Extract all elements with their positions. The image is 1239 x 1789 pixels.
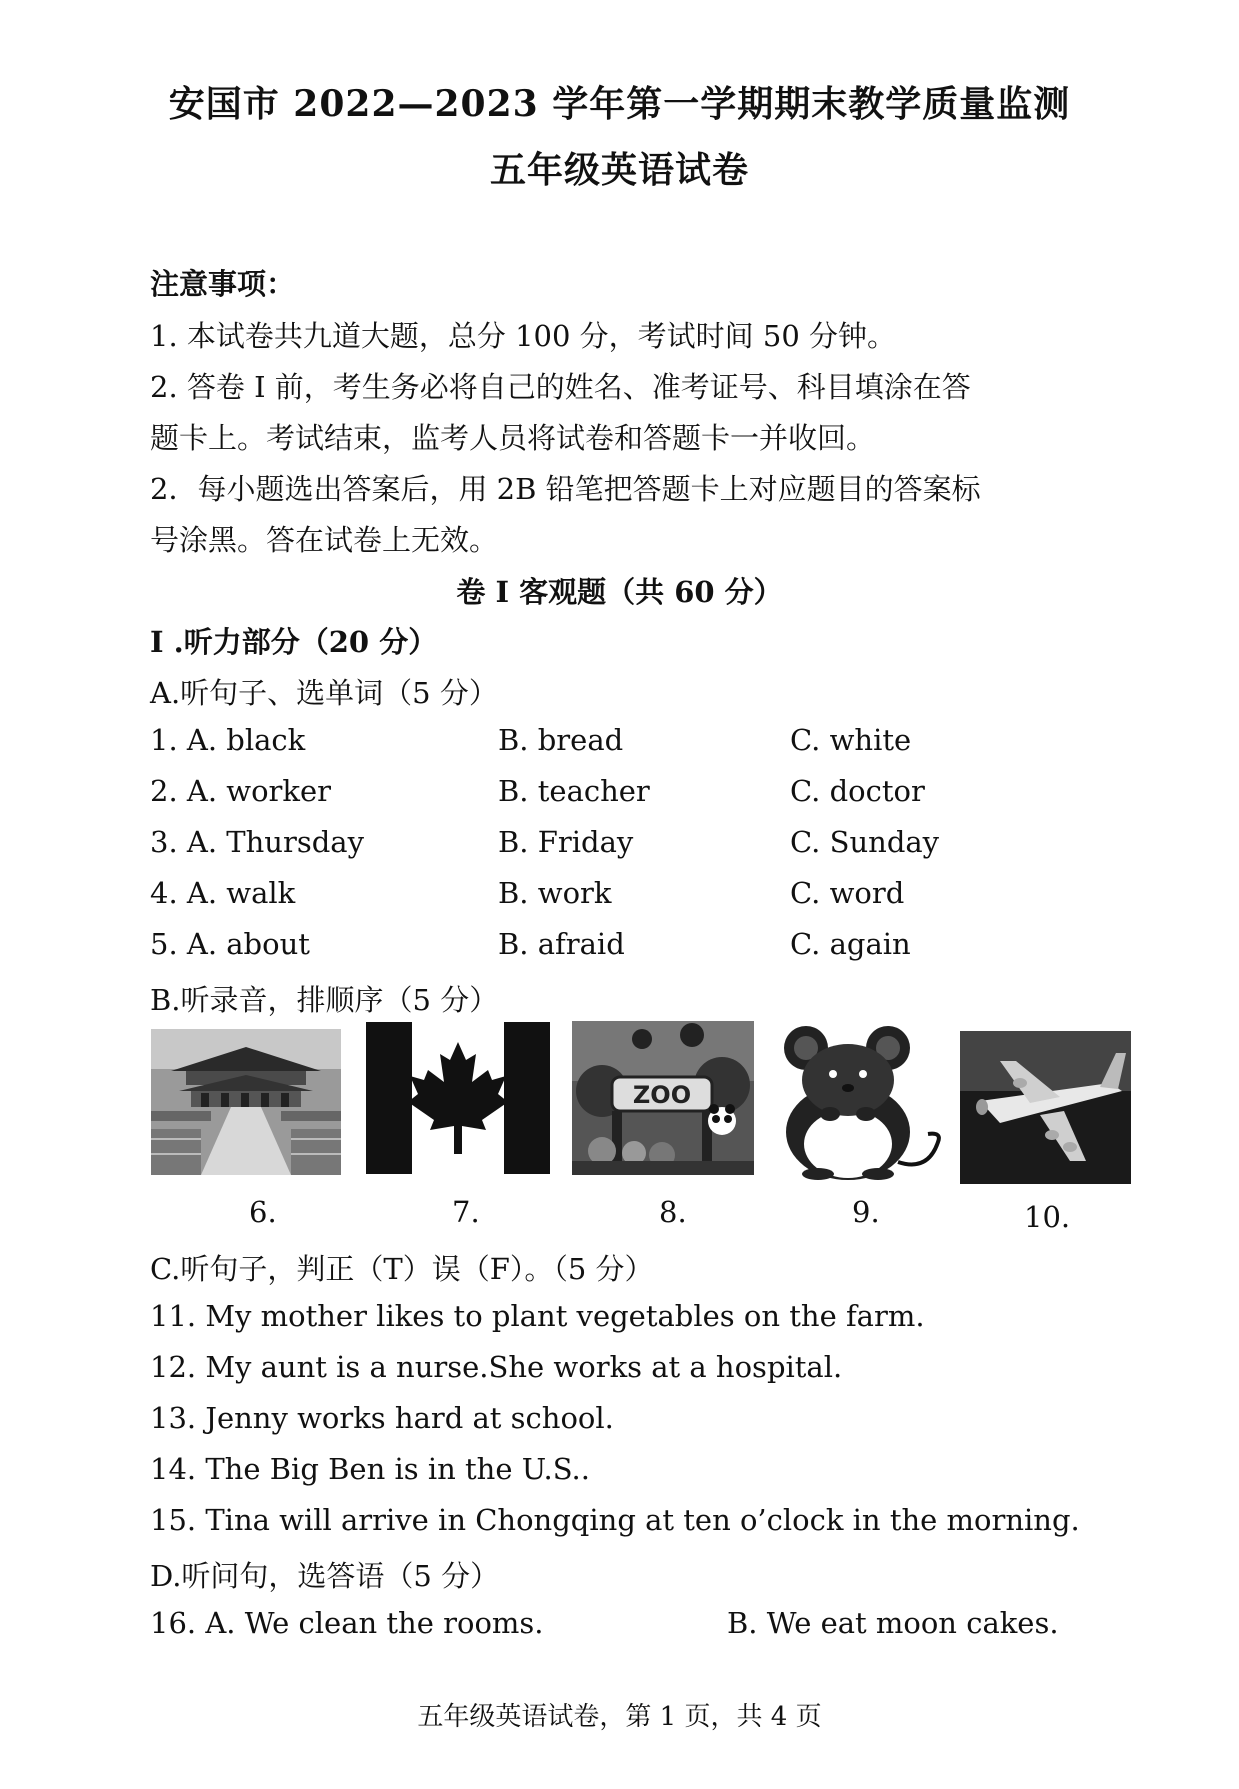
option-b: B. Friday <box>498 825 634 859</box>
palace-icon <box>151 1029 341 1175</box>
zoo-icon <box>572 1021 754 1175</box>
section-title: 卷 I 客观题（共 60 分） <box>456 575 783 609</box>
option-a: 1. A. black <box>150 723 306 757</box>
part-listening-title: I .听力部分（20 分） <box>150 625 438 659</box>
option-a: 3. A. Thursday <box>150 825 364 859</box>
option-b: B. work <box>498 876 612 910</box>
statement-item: 15. Tina will arrive in Chongqing at ten o’clock in the morning. <box>150 1503 1080 1537</box>
part-b-title: B.听录音，排顺序（5 分） <box>150 983 499 1017</box>
option-b: B. teacher <box>498 774 650 808</box>
notice-heading: 注意事项： <box>150 267 296 301</box>
statement-item: 11. My mother likes to plant vegetables on the farm. <box>150 1299 925 1333</box>
option-c: C. word <box>790 876 905 910</box>
exam-title: 安国市 2022—2023 学年第一学期期末教学质量监测 <box>168 83 1071 125</box>
canada-flag-icon <box>366 1022 550 1174</box>
option-a: 4. A. walk <box>150 876 296 910</box>
notice-line: 2. 答卷 I 前，考生务必将自己的姓名、准考证号、科目填涂在答 <box>150 370 971 404</box>
statement-item: 13. Jenny works hard at school. <box>150 1401 614 1435</box>
statement-item: 12. My aunt is a nurse.She works at a hospital. <box>150 1350 843 1384</box>
answer-option-b: B. We eat moon cakes. <box>727 1606 1059 1640</box>
part-c-title: C.听句子，判正（T）误（F）。（5 分） <box>150 1252 654 1286</box>
option-a: 5. A. about <box>150 927 310 961</box>
option-c: C. Sunday <box>790 825 940 859</box>
picture-number: 6. <box>249 1195 277 1229</box>
notice-line: 1. 本试卷共九道大题，总分 100 分，考试时间 50 分钟。 <box>150 319 897 353</box>
exam-subtitle: 五年级英语试卷 <box>489 149 749 191</box>
notice-line: 2．每小题选出答案后，用 2B 铅笔把答题卡上对应题目的答案标 <box>150 472 981 506</box>
notice-line: 题卡上。考试结束，监考人员将试卷和答题卡一并收回。 <box>150 421 876 455</box>
statement-item: 14. The Big Ben is in the U.S.. <box>150 1452 590 1486</box>
part-d-title: D.听问句，选答语（5 分） <box>150 1559 500 1593</box>
answer-option-a: 16. A. We clean the rooms. <box>150 1606 544 1640</box>
option-c: C. again <box>790 927 911 961</box>
option-b: B. bread <box>498 723 624 757</box>
picture-number: 7. <box>452 1195 480 1229</box>
picture-number: 9. <box>852 1195 880 1229</box>
option-c: C. doctor <box>790 774 925 808</box>
option-c: C. white <box>790 723 912 757</box>
notice-line: 号涂黑。答在试卷上无效。 <box>150 523 499 557</box>
option-b: B. afraid <box>498 927 625 961</box>
svg-text:ZOO: ZOO <box>632 1081 692 1109</box>
mouse-icon <box>778 1022 946 1184</box>
page-footer: 五年级英语试卷，第 1 页，共 4 页 <box>417 1702 822 1732</box>
picture-number: 8. <box>659 1195 687 1229</box>
airplane-icon <box>960 1031 1131 1184</box>
option-a: 2. A. worker <box>150 774 332 808</box>
part-a-title: A.听句子、选单词（5 分） <box>150 676 498 710</box>
picture-number: 10. <box>1024 1200 1071 1234</box>
